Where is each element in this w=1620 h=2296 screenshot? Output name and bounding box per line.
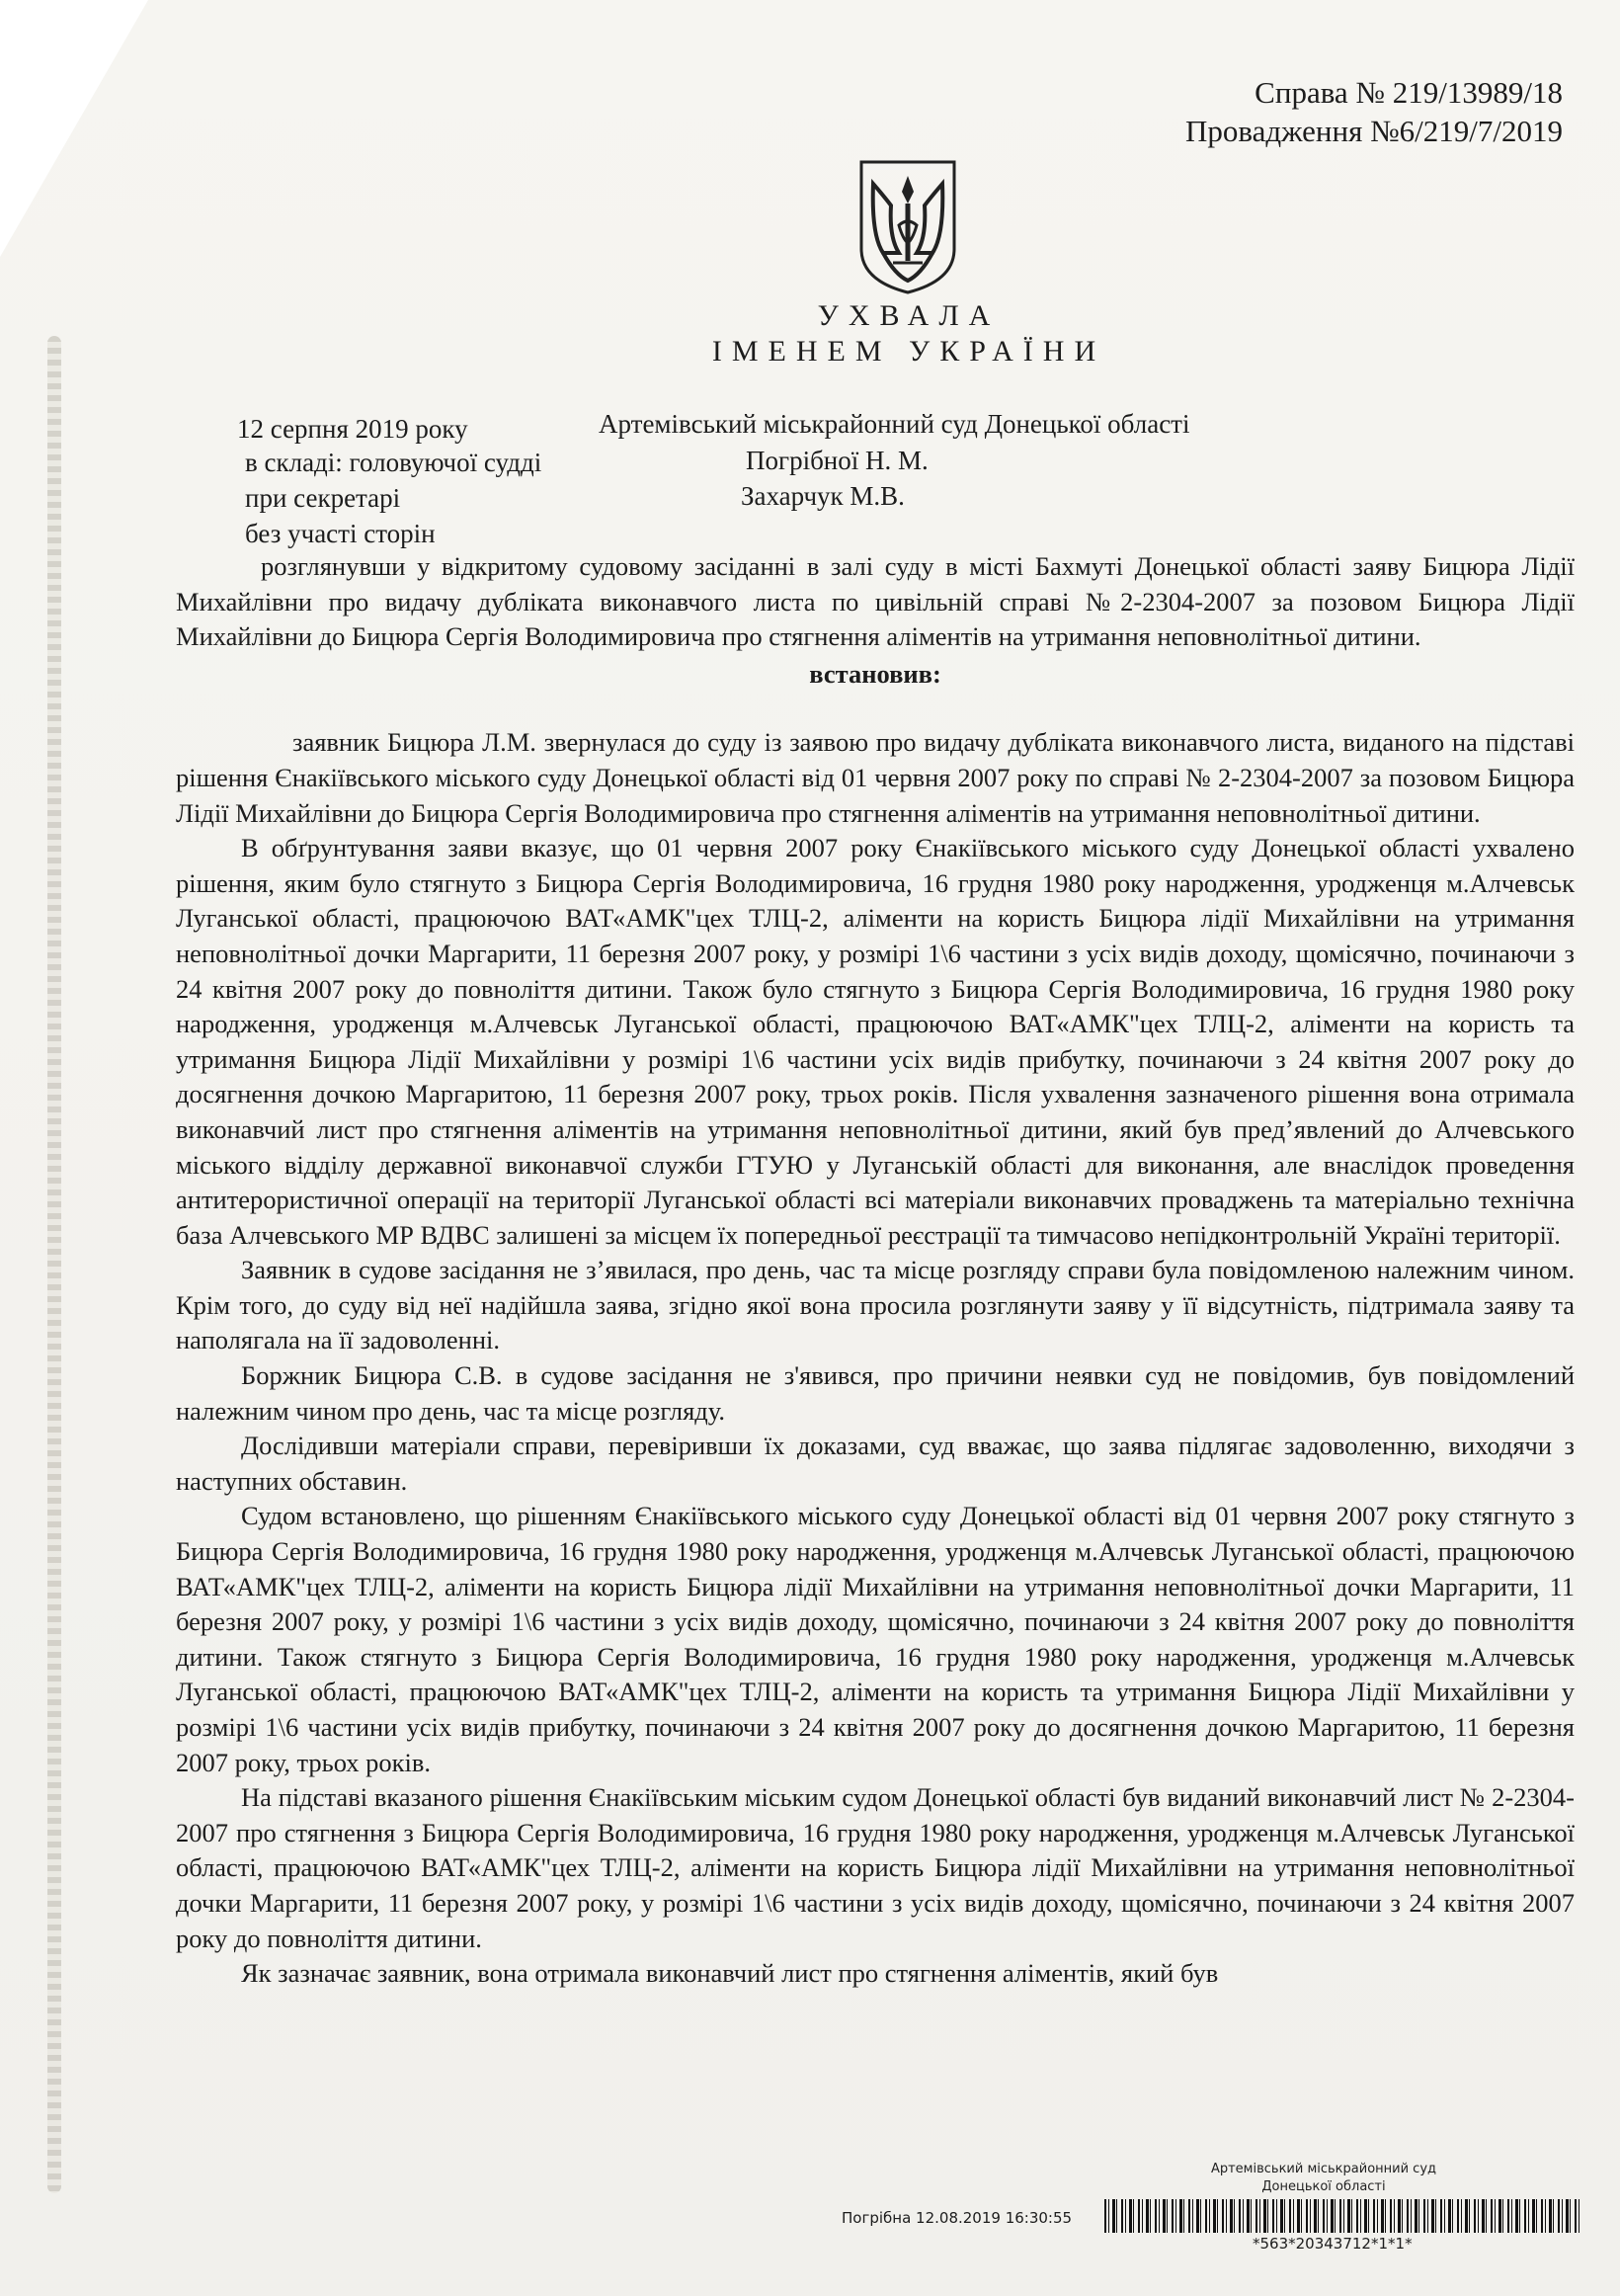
barcode-icon [1104, 2199, 1582, 2233]
binding-thread [47, 336, 61, 2193]
ruling-body [176, 549, 1575, 1992]
paragraph: заявник Бицюра Л.М. звернулася до суду із заявою про видачу дубліката виконавчого листа, виданого на підставі рішення Єнакіївського міського суду Донецької області від 01 червня 2007 року по справі № 2-2304-2007 за позовом Бицюра Лідії Михайлівни до Бицюра Сергія Володимировича про стягнення аліментів на утримання неповнолітньої дитини. [176, 727, 1575, 828]
footer-court-region: Донецької області [1261, 2179, 1386, 2194]
case-number: Справа № 219/13989/18 [1255, 75, 1563, 110]
paragraph: Як зазначає заявник, вона отримала виконавчий лист про стягнення аліментів, який був [241, 1958, 1219, 1989]
paragraph: Боржник Бицюра С.В. в судове засідання не з'явився, про причини неявки суд не повідомив, був повідомлений належним чином про день, час та місце розгляду. [176, 1360, 1575, 1426]
paragraph: Заявник в судове засідання не з’явилася, про день, час та місце розгляду справи була повідомленою належним чином. Крім того, до суду від неї надійшла заява, згідно якої вона просила розглянути заяву у її відсутність, підтримала заяву та наполягала на її задоволенні. [176, 1255, 1575, 1355]
signature-stamp: Погрібна 12.08.2019 16:30:55 [842, 2209, 1073, 2227]
paragraph: Судом встановлено, що рішенням Єнакіївського міського суду Донецької області від 01 червня 2007 року стягнуто з Бицюра Сергія Володимировича, 16 грудня 1980 року народження, уродженця м.Алчевськ Луганської області, працюючою ВАТ«АМК"цех ТЛЦ-2, аліменти на користь Бицюра лідії Михайлівни на утримання неповнолітньої дочки Маргарити, 11 березня 2007 року, у розмірі 1\6 частини з усіх видів доходу, щомісячно, починаючи з 24 квітня 2007 року до повноліття дитини. Також стягнуто з Бицюра Сергія Володимировича, 16 грудня 1980 року народження, уродженця м.Алчевськ Луганської області, працюючою ВАТ«АМК"цех ТЛЦ-2, аліменти на користь та утримання Бицюра Лідії Михайлівни у розмірі 1\6 частини усіх видів прибутку, починаючи з 24 квітня 2007 року до досягнення дочкою Маргаритою, 11 березня 2007 року, трьох років. [176, 1501, 1575, 1777]
secretary-label: при секретарі [245, 483, 401, 513]
paragraph: Дослідивши матеріали справи, перевіривши їх доказами, суд вважає, що заява підлягає задоволенню, виходячи з наступних обставин. [176, 1431, 1575, 1496]
folded-corner [0, 0, 148, 257]
composition-label: в складі: головуючої судді [245, 448, 542, 477]
barcode-number: *563*20343712*1*1* [1253, 2235, 1413, 2253]
intro-paragraph: розглянувши у відкритому судовому засіданні в залі суду в місті Бахмуті Донецької області заяву Бицюра Лідії Михайлівни про видачу дубліката виконавчого листа по цивільній справі №2-2304-2007 за позовом Бицюра Лідії Михайлівни до Бицюра Сергія Володимировича про стягнення аліментів на утримання неповнолітньої дитини. [176, 551, 1575, 652]
ruling-date: 12 серпня 2019 року [237, 414, 468, 444]
section-heading: встановив: [809, 658, 941, 689]
paragraph: На підставі вказаного рішення Єнакіївським міським судом Донецької області був виданий виконавчий лист № 2-2304-2007 про стягнення з Бицюра Сергія Володимировича, 16 грудня 1980 року народження, уродженця м.Алчевськ Луганської області, працюючою ВАТ«АМК"цех ТЛЦ-2, аліменти на користь Бицюра лідії Михайлівни на утримання неповнолітньої дочки Маргарити, 11 березня 2007 року, у розмірі 1\6 частини з усіх видів доходу, щомісячно, починаючи з 24 квітня 2007 року до повноліття дитини. [176, 1782, 1575, 1953]
parties-note: без участі сторін [245, 519, 436, 548]
proceeding-number: Провадження №6/219/7/2019 [1184, 114, 1563, 148]
secretary-name: Захарчук М.В. [741, 481, 905, 511]
footer-court-line: Артемівський міськрайонний суд [1210, 2162, 1437, 2176]
document-title: УХВАЛА [817, 299, 1001, 332]
document-subtitle: ІМЕНЕМ УКРАЇНИ [711, 335, 1106, 368]
tryzub-emblem-icon [855, 158, 960, 296]
paragraph: В обґрунтування заяви вказує, що 01 червня 2007 року Єнакіївського міського суду Донецької області ухвалено рішення, яким було стягнуто з Бицюра Сергія Володимировича, 16 грудня 1980 року народження, уродженця м.Алчевськ Луганської області, працюючою ВАТ«АМК"цех ТЛЦ-2, аліменти на користь Бицюра лідії Михайлівни на утримання неповнолітньої дочки Маргарити, 11 березня 2007 року, у розмірі 1\6 частини з усіх видів доходу, щомісячно, починаючи з 24 квітня 2007 року до повноліття дитини. Також було стягнуто з Бицюра Сергія Володимировича, 16 грудня 1980 року народження, уродженця м.Алчевськ Луганської області, працюючою ВАТ«АМК"цех ТЛЦ-2, аліменти на користь та утримання Бицюра Лідії Михайлівни у розмірі 1\6 частини усіх видів прибутку, починаючи з 24 квітня 2007 року до досягнення дочкою Маргаритою, 11 березня 2007 року, трьох років. Після ухвалення зазначеного рішення вона отримала виконавчий лист про стягнення аліментів на утримання неповнолітньої дитини, який був пред’явлений до Алчевського міського відділу державної виконавчої служби ГТУЮ у Луганській області для виконання, але внаслідок проведення антитерористичної операції на території Луганської області всі матеріали виконавчих проваджень та матеріально технічна база Алчевського МР ВДВС залишені за місцем їх попередньої реєстрації та тимчасово непідконтрольній Україні території. [176, 833, 1575, 1250]
court-name: Артемівський міськрайонний суд Донецької області [599, 409, 1190, 439]
presiding-judge: Погрібної Н. М. [746, 446, 929, 475]
